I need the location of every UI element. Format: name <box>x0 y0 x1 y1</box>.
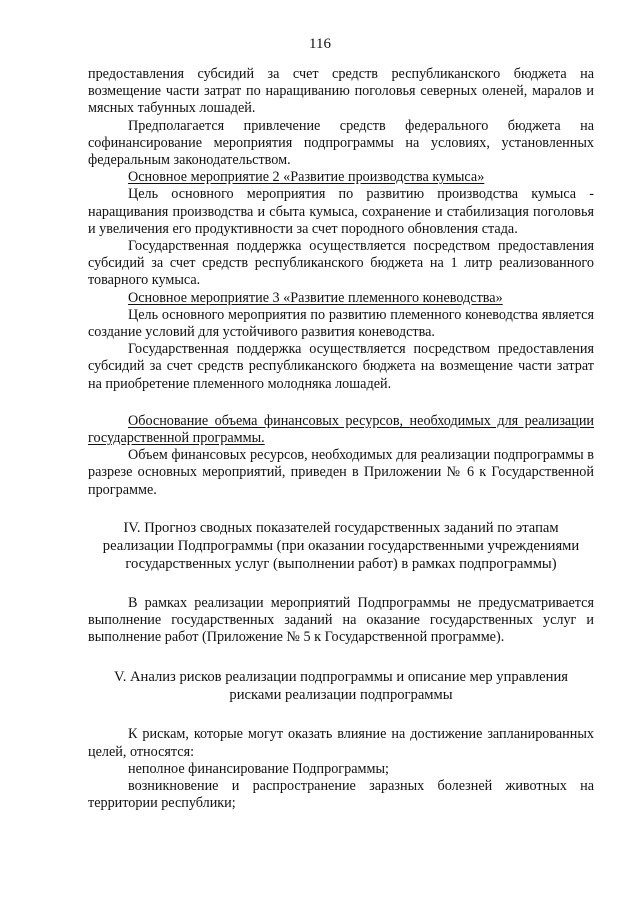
risk-item-diseases: возникновение и распространение заразных болезней животных на территории республики; <box>88 778 594 812</box>
paragraph-state-tasks: В рамках реализации мероприятий Подпрограммы не предусматривается выполнение государственных заданий на оказание государственных услуг и выполнение работ (Приложение № 5 к Государственной программе). <box>88 594 594 646</box>
heading-activity-3 <box>88 290 594 307</box>
paragraph-kumys-support: Государственная поддержка осуществляется посредством предоставления субсидий за счет средств республиканского бюджета на 1 литр реализованного товарного кумыса. <box>88 238 594 289</box>
page-number: 116 <box>309 36 331 52</box>
paragraph-kumys-goal: Цель основного мероприятия по развитию производства кумыса - наращивания производства и сбыта кумыса, сохранение и стабилизация поголовья и увеличения его продуктивности за счет породного обновления стада. <box>88 186 594 237</box>
heading-financial-justification: Обоснование объема финансовых ресурсов, необходимых для реализации государственной программы. <box>88 412 594 447</box>
paragraph-federal-funding: Предполагается привлечение средств федерального бюджета на софинансирование мероприятия подпрограммы на условиях, установленных федеральным законодательством. <box>88 117 594 169</box>
document-body <box>88 66 594 813</box>
paragraph-risks-intro: К рискам, которые могут оказать влияние на достижение запланированных целей, относятся: <box>88 726 594 760</box>
heading-activity-2 <box>88 169 594 186</box>
paragraph-subsidies-end: предоставления субсидий за счет средств республиканского бюджета на возмещение части затрат по наращиванию поголовья северных оленей, маралов и мясных табунных лошадей. <box>88 66 594 117</box>
paragraph-horse-breeding-support: Государственная поддержка осуществляется посредством предоставления субсидий за счет средств республиканского бюджета на возмещение части затрат на приобретение племенного молодняка лошадей. <box>88 341 594 392</box>
section-4-title: IV. Прогноз сводных показателей государственных заданий по этапам реализации Подпрограммы (при оказании государственными учреждениями государственных услуг (выполнении работ) в рамках подпрограммы) <box>102 519 580 572</box>
paragraph-financial-volume: Объем финансовых ресурсов, необходимых для реализации подпрограммы в разрезе основных мероприятий, приведен в Приложении № 6 к Государственной программе. <box>88 447 594 498</box>
section-5-title: V. Анализ рисков реализации подпрограммы и описание мер управления рисками реализации подпрограммы <box>114 669 568 704</box>
heading-activity-3-text: Основное мероприятие 3 «Развитие племенного коневодства» <box>128 289 503 306</box>
heading-activity-2-text: Основное мероприятие 2 «Развитие производства кумыса» <box>128 169 485 186</box>
risk-item-funding: неполное финансирование Подпрограммы; <box>128 760 389 777</box>
paragraph-horse-breeding-goal: Цель основного мероприятия по развитию племенного коневодства является создание условий для устойчивого развития коневодства. <box>88 306 594 341</box>
